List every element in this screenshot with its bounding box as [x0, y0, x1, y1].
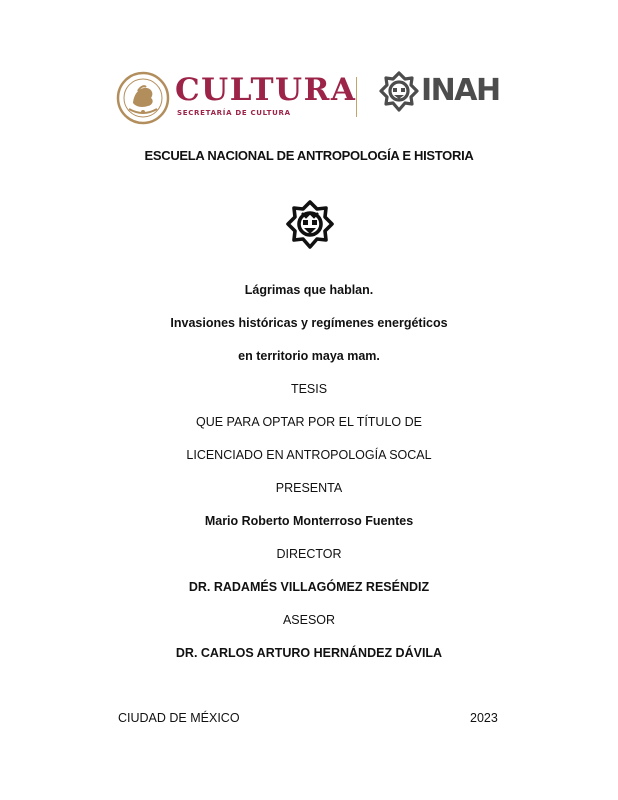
director-name: DR. RADAMÉS VILLAGÓMEZ RESÉNDIZ — [188, 580, 430, 594]
presents-label: PRESENTA — [275, 481, 343, 495]
school-name: ESCUELA NACIONAL DE ANTROPOLOGÍA E HISTORIA — [144, 148, 474, 163]
mexico-coat-of-arms-seal-icon — [116, 71, 170, 125]
logo-divider — [356, 77, 357, 117]
degree-qualifier: QUE PARA OPTAR POR EL TÍTULO DE — [196, 415, 422, 429]
degree-title: LICENCIADO EN ANTROPOLOGÍA SOCAL — [186, 448, 432, 462]
inah-logo-text: INAH — [421, 73, 500, 108]
director-label: DIRECTOR — [276, 547, 342, 561]
cultura-subtitle: SECRETARÍA DE CULTURA — [177, 109, 291, 117]
advisor-label: ASESOR — [282, 613, 336, 627]
cultura-logo-text: CULTURA — [175, 72, 357, 108]
city: CIUDAD DE MÉXICO — [118, 711, 240, 725]
author-name: Mario Roberto Monterroso Fuentes — [204, 514, 414, 528]
document-type: TESIS — [290, 382, 328, 396]
institutional-header — [0, 68, 618, 130]
year: 2023 — [470, 711, 498, 725]
thesis-title-line-2: Invasiones históricas y regímenes energéticos — [170, 316, 448, 330]
advisor-name: DR. CARLOS ARTURO HERNÁNDEZ DÁVILA — [175, 646, 443, 660]
inah-emblem-icon — [284, 199, 336, 251]
thesis-title-line-3: en territorio maya mam. — [238, 349, 380, 363]
inah-glyph-icon — [377, 70, 421, 114]
thesis-title-line-1: Lágrimas que hablan. — [244, 283, 374, 297]
